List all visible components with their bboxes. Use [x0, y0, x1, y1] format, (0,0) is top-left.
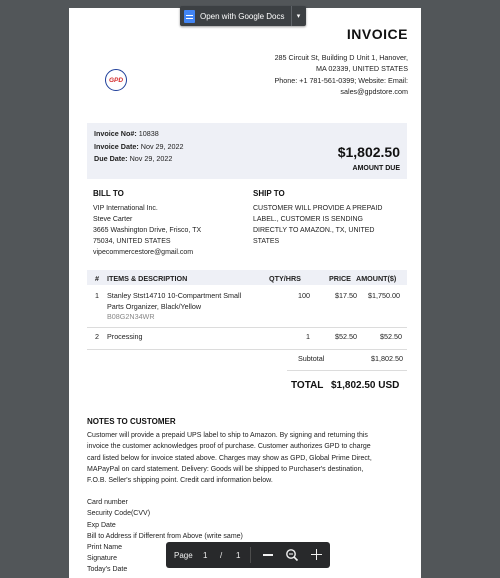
notes-heading: NOTES TO CUSTOMER: [87, 417, 176, 426]
row-divider: [87, 327, 407, 328]
total-label: TOTAL: [291, 380, 324, 391]
amount-due-value: $1,802.50: [337, 144, 400, 160]
ship-to-address: CUSTOMER WILL PROVIDE A PREPAID LABEL., CUSTOMER IS SENDING DIRECTLY TO AMAZON., TX, UNITED STATES: [253, 205, 383, 245]
field-signature: Signature: [87, 555, 117, 563]
table-row: 2 Processing 1 $52.50 $52.50: [95, 332, 402, 341]
subtotal-row: Subtotal $1,802.50: [298, 354, 403, 363]
open-with-dropdown-caret[interactable]: ▾: [296, 13, 301, 20]
open-with-docs-main[interactable]: [180, 6, 292, 26]
amount-due-label: AMOUNT DUE: [352, 165, 400, 172]
invoice-title: INVOICE: [346, 26, 408, 42]
zoom-out-icon[interactable]: [263, 554, 273, 556]
invoice-page: [69, 8, 421, 578]
row-divider: [87, 349, 407, 350]
page-current[interactable]: 1: [203, 550, 208, 560]
company-logo: GPD: [105, 69, 127, 91]
page-controls: [166, 542, 330, 568]
field-exp-date: Exp Date: [87, 521, 116, 529]
open-with-google-docs-button[interactable]: [180, 6, 306, 26]
ship-to-heading: SHIP TO: [253, 189, 285, 198]
field-card-number: Card number: [87, 499, 128, 507]
items-table-header: # ITEMS & DESCRIPTION QTY/HRS PRICE AMOUNT($): [87, 270, 407, 285]
pager-divider: [250, 547, 251, 563]
company-address: 285 Circuit St, Building D Unit 1, Hanover, MA 02339, UNITED STATES Phone: +1 781-561-0399; Website: Email: sales@gpdstore.com: [274, 53, 408, 97]
page-label: Page: [174, 550, 193, 560]
invoice-meta: Invoice No#: 10838 Invoice Date: Nov 29, 2022 Due Date: Nov 29, 2022: [94, 129, 184, 163]
field-date: Today's Date: [87, 566, 128, 574]
field-cvv: Security Code(CVV): [87, 510, 151, 518]
table-row: 1 Stanley Stst14710 10-Compartment Small Parts Organizer, Black/Yellow B08G2N34WR 100 $17.50 $1,750.00: [95, 291, 400, 321]
field-bill-address: Bill to Address if Different from Above (write same): [87, 532, 243, 540]
invoice-summary: [87, 123, 407, 179]
subtotal-divider: [287, 370, 407, 371]
notes-section: NOTES TO CUSTOMER Customer will provide a prepaid UPS label to ship to Amazon. By signing and returning this invoice the customer acknowledges proof of purchase. Customer authorizes GPD to charge card listed below for invoice stated above. Charges may show as GPD, Global Prime Direct, MAPayPal on card statement. Delivery: Goods will be shipped to Purchaser's destination, F.O.B. Seller's shipping point. Credit card information below. Card number Security Code(CVV) Exp Date Bill to Address if Different from Above (write same) Print Name Signature Today's Date: [87, 416, 407, 576]
open-with-label: Open with Google Docs: [200, 11, 285, 21]
bill-to-address: VIP International Inc. Steve Carter 3665 Washington Drive, Frisco, TX 75034, UNITED STATES vipecommercestore@gmail.com: [93, 205, 202, 256]
zoom-fit-icon[interactable]: [285, 548, 299, 562]
page-total: 1: [236, 550, 241, 560]
google-docs-icon: [184, 10, 195, 23]
zoom-in-icon[interactable]: [311, 549, 322, 560]
page-separator: /: [220, 550, 223, 560]
bill-to-heading: BILL TO: [93, 189, 124, 198]
total-value: $1,802.50 USD: [331, 380, 400, 391]
field-print-name: Print Name: [87, 544, 123, 552]
